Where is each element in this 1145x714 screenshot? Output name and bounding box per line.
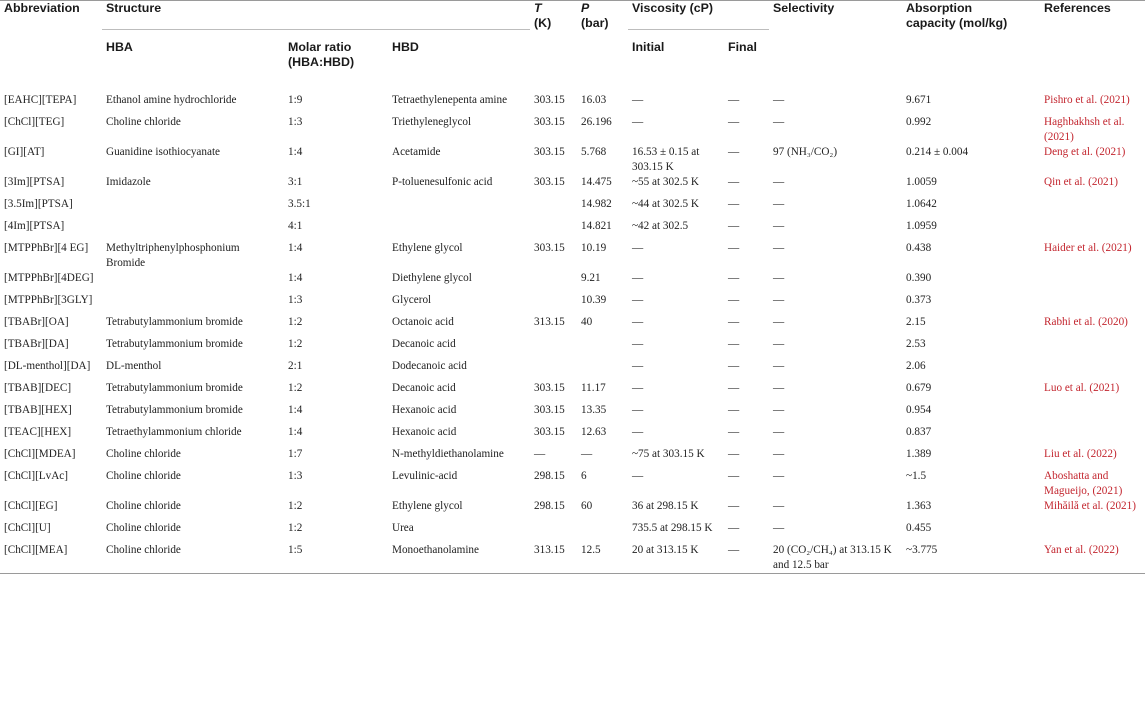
temperature-cell: 303.15: [534, 426, 565, 438]
selectivity-cell: —: [773, 448, 785, 460]
reference-link[interactable]: Haider et al. (2021): [1044, 242, 1132, 254]
temperature-cell: 313.15: [534, 316, 565, 328]
absorption-cell: 0.455: [906, 522, 932, 534]
hbd-cell: [388, 219, 530, 241]
molar-ratio-cell: 1:2: [288, 338, 303, 350]
viscosity-final-cell: —: [728, 500, 740, 512]
hbd-cell: Octanoic acid: [392, 316, 454, 328]
pressure-cell: 14.982: [581, 198, 612, 210]
reference-link[interactable]: Deng et al. (2021): [1044, 146, 1126, 158]
hba-cell: Choline chloride: [106, 500, 181, 512]
absorption-cell: 1.0642: [906, 198, 937, 210]
reference-link: [1040, 293, 1145, 315]
molar-ratio-cell: 1:2: [288, 316, 303, 328]
table-row: [0, 219, 1145, 241]
col-selectivity: Selectivity: [769, 1, 902, 89]
viscosity-initial-cell: —: [632, 294, 644, 306]
molar-ratio-cell: 1:4: [288, 242, 303, 254]
table-row: [0, 315, 1145, 337]
abbreviation-cell: [TBAB][HEX]: [4, 404, 72, 416]
pressure-cell: 14.475: [581, 176, 612, 188]
pressure-cell: [577, 337, 628, 359]
col-structure: Structure: [102, 1, 530, 30]
molar-ratio-cell: 1:4: [288, 426, 303, 438]
temperature-cell: [530, 197, 577, 219]
selectivity-cell: —: [773, 470, 785, 482]
selectivity-cell: —: [773, 242, 785, 254]
absorption-cell: 0.679: [906, 382, 932, 394]
pressure-cell: 16.03: [581, 94, 607, 106]
hbd-cell: Tetraethylenepenta amine: [392, 94, 508, 106]
reference-link[interactable]: Qin et al. (2021): [1044, 176, 1118, 188]
abbreviation-cell: [EAHC][TEPA]: [4, 94, 77, 106]
pressure-cell: 9.21: [581, 272, 601, 284]
abbreviation-cell: [ChCl][U]: [4, 522, 51, 534]
molar-ratio-cell: 3.5:1: [288, 198, 311, 210]
hbd-cell: Ethylene glycol: [392, 500, 463, 512]
hbd-cell: N-methyldiethanolamine: [392, 448, 504, 460]
viscosity-final-cell: —: [728, 176, 740, 188]
abbreviation-cell: [GI][AT]: [4, 146, 45, 158]
selectivity-cell: —: [773, 272, 785, 284]
viscosity-initial-cell: —: [632, 360, 644, 372]
viscosity-initial-cell: —: [632, 316, 644, 328]
molar-ratio-cell: 1:2: [288, 500, 303, 512]
selectivity-cell: —: [773, 316, 785, 328]
reference-link: [1040, 271, 1145, 293]
reference-link[interactable]: Mihăilă et al. (2021): [1044, 500, 1136, 512]
viscosity-initial-cell: —: [632, 94, 644, 106]
hbd-cell: [388, 197, 530, 219]
reference-link[interactable]: Aboshatta and Magueijo, (2021): [1044, 470, 1123, 497]
hba-cell: [102, 293, 284, 315]
table-row: [0, 403, 1145, 425]
pressure-cell: 10.39: [581, 294, 607, 306]
viscosity-initial-cell: —: [632, 426, 644, 438]
hba-cell: Choline chloride: [106, 448, 181, 460]
temperature-cell: 303.15: [534, 404, 565, 416]
absorption-cell: 1.0959: [906, 220, 937, 232]
temperature-cell: 298.15: [534, 500, 565, 512]
pressure-cell: —: [581, 448, 593, 460]
hbd-cell: Decanoic acid: [392, 382, 456, 394]
pressure-cell: 6: [581, 470, 587, 482]
absorption-cell: 0.954: [906, 404, 932, 416]
col-references: References: [1040, 1, 1145, 89]
pressure-cell: 26.196: [581, 116, 612, 128]
abbreviation-cell: [ChCl][EG]: [4, 500, 58, 512]
viscosity-initial-cell: —: [632, 338, 644, 350]
abbreviation-cell: [ChCl][TEG]: [4, 116, 65, 128]
pressure-cell: 60: [581, 500, 593, 512]
absorption-cell: 2.53: [906, 338, 926, 350]
table-row: [0, 543, 1145, 574]
temperature-cell: [530, 219, 577, 241]
hbd-cell: Levulinic-acid: [392, 470, 458, 482]
molar-ratio-cell: 1:9: [288, 94, 303, 106]
table-row: [0, 521, 1145, 543]
table-row: [0, 359, 1145, 381]
table-row: [0, 271, 1145, 293]
reference-link: [1040, 425, 1145, 447]
selectivity-cell: —: [773, 94, 785, 106]
viscosity-initial-cell: —: [632, 116, 644, 128]
reference-link[interactable]: Rabhi et al. (2020): [1044, 316, 1128, 328]
temperature-cell: 303.15: [534, 382, 565, 394]
abbreviation-cell: [3.5Im][PTSA]: [4, 198, 73, 210]
hba-cell: [102, 219, 284, 241]
viscosity-final-cell: —: [728, 360, 740, 372]
temperature-cell: [530, 521, 577, 543]
hbd-cell: Hexanoic acid: [392, 426, 457, 438]
table-row: [0, 469, 1145, 499]
table-row: [0, 447, 1145, 469]
viscosity-initial-cell: 36 at 298.15 K: [632, 500, 699, 512]
abbreviation-cell: [DL-menthol][DA]: [4, 360, 91, 372]
col-viscosity-final: Final: [728, 40, 757, 54]
abbreviation-cell: [TBABr][DA]: [4, 338, 69, 350]
viscosity-final-cell: —: [728, 522, 740, 534]
hbd-cell: P-toluenesulfonic acid: [392, 176, 493, 188]
hba-cell: DL-menthol: [106, 360, 162, 372]
hbd-cell: Decanoic acid: [392, 338, 456, 350]
viscosity-final-cell: —: [728, 382, 740, 394]
molar-ratio-cell: 1:5: [284, 543, 388, 574]
viscosity-final-cell: —: [724, 543, 769, 574]
hbd-cell: Triethyleneglycol: [392, 116, 472, 128]
col-temperature: T (K): [530, 1, 577, 89]
molar-ratio-cell: 3:1: [288, 176, 303, 188]
absorption-cell: ~3.775: [902, 543, 1040, 574]
pressure-cell: 10.19: [581, 242, 607, 254]
selectivity-cell: —: [773, 198, 785, 210]
absorption-cell: 2.06: [906, 360, 926, 372]
table-row: [0, 88, 1145, 115]
molar-ratio-cell: 1:4: [288, 272, 303, 284]
absorption-cell: 0.390: [906, 272, 932, 284]
temperature-cell: [530, 271, 577, 293]
pressure-cell: 14.821: [581, 220, 612, 232]
selectivity-cell: —: [773, 426, 785, 438]
pressure-cell: 12.5: [577, 543, 628, 574]
pressure-cell: 11.17: [581, 382, 606, 394]
temperature-cell: [530, 337, 577, 359]
abbreviation-cell: [MTPPhBr][3GLY]: [4, 294, 93, 306]
molar-ratio-cell: 1:3: [288, 294, 303, 306]
temperature-cell: 303.15: [534, 146, 565, 158]
reference-link[interactable]: Pishro et al. (2021): [1044, 94, 1130, 106]
molar-ratio-cell: 4:1: [288, 220, 303, 232]
molar-ratio-cell: 1:2: [288, 382, 303, 394]
viscosity-final-cell: —: [728, 146, 740, 158]
pressure-cell: 5.768: [581, 146, 607, 158]
viscosity-final-cell: —: [728, 404, 740, 416]
absorption-cell: ~1.5: [906, 470, 927, 482]
viscosity-initial-cell: —: [632, 242, 644, 254]
temperature-cell: [530, 359, 577, 381]
selectivity-cell: —: [773, 116, 785, 128]
selectivity-cell: —: [773, 338, 785, 350]
col-viscosity-initial: Initial: [632, 40, 665, 54]
abbreviation-cell: [4Im][PTSA]: [4, 220, 65, 232]
reference-link: [1040, 521, 1145, 543]
selectivity-cell: —: [773, 404, 785, 416]
viscosity-initial-cell: 20 at 313.15 K: [628, 543, 724, 574]
col-pressure: P (bar): [577, 1, 628, 89]
temperature-cell: —: [534, 448, 546, 460]
reference-link: [1040, 337, 1145, 359]
hbd-cell: Ethylene glycol: [392, 242, 463, 254]
col-hbd: HBD: [392, 40, 419, 54]
absorption-cell: 1.0059: [906, 176, 937, 188]
viscosity-final-cell: —: [728, 448, 740, 460]
pressure-cell: 12.63: [581, 426, 607, 438]
reference-link[interactable]: Haghbakhsh et al. (2021): [1044, 116, 1125, 143]
reference-link: [1040, 359, 1145, 381]
viscosity-final-cell: —: [728, 220, 740, 232]
table-row: [0, 499, 1145, 521]
hba-cell: Imidazole: [106, 176, 151, 188]
temperature-cell: 303.15: [534, 242, 565, 254]
viscosity-initial-cell: 735.5 at 298.15 K: [632, 522, 713, 534]
selectivity-cell: 20 (CO₂/CH₄) at 313.15 K and 12.5 bar: [769, 543, 902, 574]
table-row: [0, 175, 1145, 197]
absorption-cell: 0.837: [906, 426, 932, 438]
viscosity-final-cell: —: [728, 470, 740, 482]
abbreviation-cell: [ChCl][LvAc]: [4, 470, 69, 482]
table-row: [0, 115, 1145, 145]
selectivity-cell: —: [773, 360, 785, 372]
reference-link: [1040, 403, 1145, 425]
temperature-cell: 303.15: [534, 116, 565, 128]
pressure-cell: 40: [581, 316, 593, 328]
table-row: [0, 293, 1145, 315]
table-body: [0, 88, 1145, 574]
viscosity-final-cell: —: [728, 426, 740, 438]
viscosity-initial-cell: ~44 at 302.5 K: [632, 198, 699, 210]
abbreviation-cell: [3Im][PTSA]: [4, 176, 65, 188]
viscosity-final-cell: —: [728, 94, 740, 106]
viscosity-initial-cell: ~55 at 302.5 K: [632, 176, 699, 188]
viscosity-final-cell: —: [728, 294, 740, 306]
hbd-cell: Monoethanolamine: [388, 543, 530, 574]
hbd-cell: Diethylene glycol: [392, 272, 472, 284]
absorption-cell: 0.992: [906, 116, 932, 128]
col-molar-ratio: Molar ratio (HBA:HBD): [288, 40, 355, 69]
abbreviation-cell: [MTPPhBr][4 EG]: [4, 242, 89, 254]
abbreviation-cell: [TBAB][DEC]: [4, 382, 72, 394]
hba-cell: Methyltriphenylphosphonium Bromide: [106, 242, 240, 269]
pressure-cell: [577, 521, 628, 543]
hba-cell: Tetrabutylammonium bromide: [106, 316, 243, 328]
hbd-cell: Acetamide: [392, 146, 441, 158]
col-abbreviation: Abbreviation: [0, 1, 102, 89]
molar-ratio-cell: 1:3: [288, 116, 303, 128]
molar-ratio-cell: 2:1: [288, 360, 303, 372]
abbreviation-cell: [MTPPhBr][4DEG]: [4, 272, 94, 284]
hba-cell: Tetraethylammonium chloride: [106, 426, 242, 438]
hba-cell: Tetrabutylammonium bromide: [106, 404, 243, 416]
absorption-cell: 0.214 ± 0.004: [906, 146, 969, 158]
abbreviation-cell: [ChCl][MDEA]: [4, 448, 76, 460]
table-row: [0, 241, 1145, 271]
viscosity-initial-cell: 16.53 ± 0.15 at 303.15 K: [632, 146, 700, 173]
hba-cell: Choline chloride: [106, 116, 181, 128]
viscosity-final-cell: —: [728, 272, 740, 284]
pressure-cell: 13.35: [581, 404, 607, 416]
molar-ratio-cell: 1:3: [288, 470, 303, 482]
viscosity-final-cell: —: [728, 242, 740, 254]
reference-link[interactable]: Liu et al. (2022): [1044, 448, 1117, 460]
abbreviation-cell: [TBABr][OA]: [4, 316, 69, 328]
absorption-cell: 0.373: [906, 294, 932, 306]
viscosity-final-cell: —: [728, 198, 740, 210]
viscosity-final-cell: —: [728, 116, 740, 128]
hba-cell: [102, 271, 284, 293]
absorption-cell: 1.389: [906, 448, 932, 460]
col-absorption-capacity: Absorption capacity (mol/kg): [902, 1, 1040, 89]
abbreviation-cell: [ChCl][MEA]: [0, 543, 102, 574]
table-row: [0, 337, 1145, 359]
molar-ratio-cell: 1:2: [288, 522, 303, 534]
hba-cell: Choline chloride: [102, 543, 284, 574]
hba-cell: Tetrabutylammonium bromide: [106, 338, 243, 350]
viscosity-final-cell: —: [728, 338, 740, 350]
selectivity-cell: —: [773, 522, 785, 534]
table-row: [0, 381, 1145, 403]
selectivity-cell: 97 (NH₃/CO₂): [773, 146, 838, 158]
table-row: [0, 425, 1145, 447]
selectivity-cell: —: [773, 176, 785, 188]
hba-cell: Guanidine isothiocyanate: [106, 146, 221, 158]
abbreviation-cell: [TEAC][HEX]: [4, 426, 72, 438]
hba-cell: Choline chloride: [106, 470, 181, 482]
viscosity-initial-cell: ~75 at 303.15 K: [632, 448, 705, 460]
selectivity-cell: —: [773, 500, 785, 512]
hba-cell: Ethanol amine hydrochloride: [106, 94, 237, 106]
viscosity-initial-cell: ~42 at 302.5: [632, 220, 689, 232]
molar-ratio-cell: 1:4: [288, 146, 303, 158]
hba-cell: [102, 197, 284, 219]
table-header: [0, 1, 1145, 89]
viscosity-initial-cell: —: [632, 382, 644, 394]
reference-link[interactable]: Yan et al. (2022): [1040, 543, 1145, 574]
temperature-cell: 313.15: [530, 543, 577, 574]
table-row: [0, 197, 1145, 219]
absorption-cell: 1.363: [906, 500, 932, 512]
temperature-cell: 298.15: [534, 470, 565, 482]
hbd-cell: Hexanoic acid: [392, 404, 457, 416]
viscosity-final-cell: —: [728, 316, 740, 328]
hbd-cell: Dodecanoic acid: [392, 360, 467, 372]
col-hba: HBA: [106, 40, 133, 54]
table-row: [0, 145, 1145, 175]
hbd-cell: Glycerol: [392, 294, 432, 306]
absorption-cell: 9.671: [906, 94, 932, 106]
selectivity-cell: —: [773, 220, 785, 232]
selectivity-cell: —: [773, 294, 785, 306]
viscosity-initial-cell: —: [632, 272, 644, 284]
hbd-cell: Urea: [392, 522, 414, 534]
absorption-cell: 2.15: [906, 316, 926, 328]
temperature-cell: 303.15: [534, 176, 565, 188]
reference-link: [1040, 219, 1145, 241]
molar-ratio-cell: 1:4: [288, 404, 303, 416]
temperature-cell: 303.15: [534, 94, 565, 106]
pressure-cell: [577, 359, 628, 381]
reference-link[interactable]: Luo et al. (2021): [1044, 382, 1120, 394]
temperature-cell: [530, 293, 577, 315]
hba-cell: Choline chloride: [106, 522, 181, 534]
viscosity-initial-cell: —: [632, 404, 644, 416]
absorption-cell: 0.438: [906, 242, 932, 254]
selectivity-cell: —: [773, 382, 785, 394]
molar-ratio-cell: 1:7: [288, 448, 303, 460]
hba-cell: Tetrabutylammonium bromide: [106, 382, 243, 394]
reference-link: [1040, 197, 1145, 219]
viscosity-initial-cell: —: [632, 470, 644, 482]
col-viscosity: Viscosity (cP): [628, 1, 769, 30]
